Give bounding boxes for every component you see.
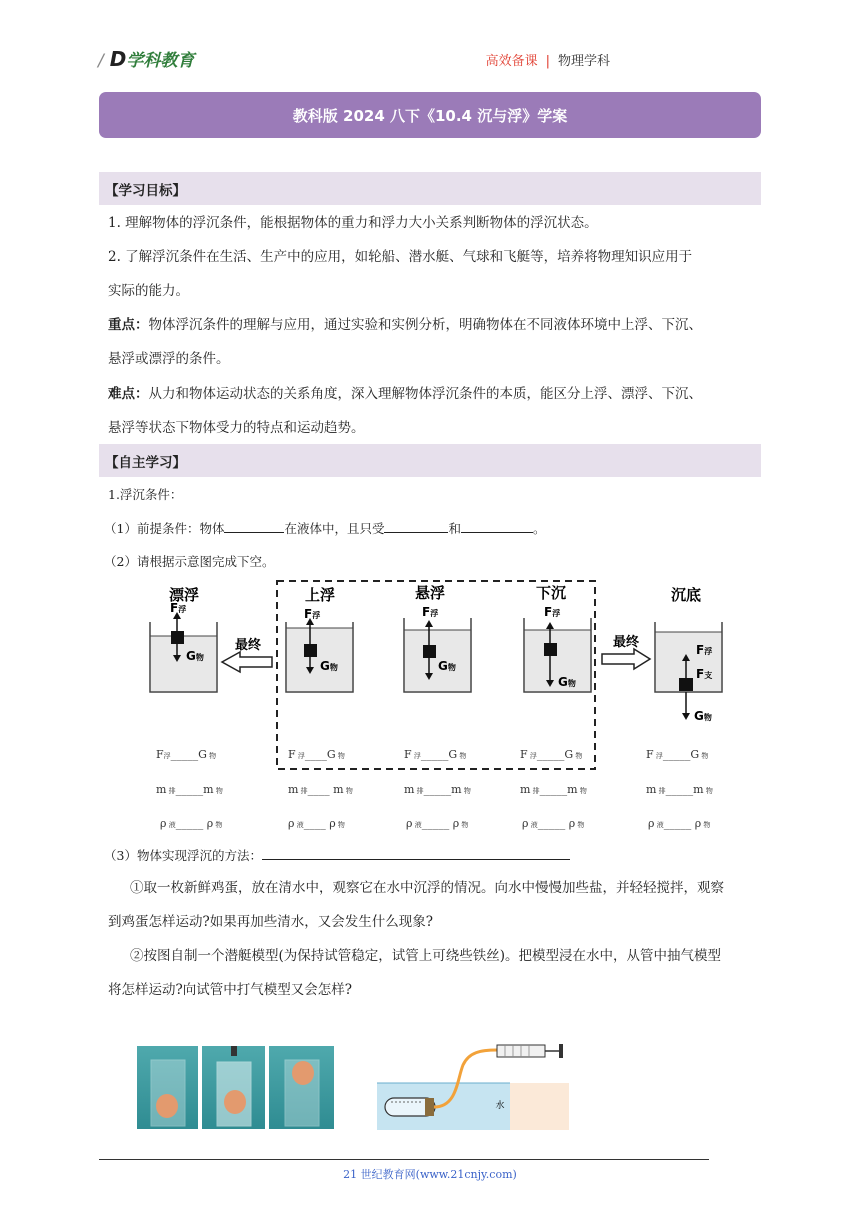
method-2a: ②按图自制一个潜艇模型(为保持试管稳定，试管上可绕些铁丝)。把模型浸在水中，从管中抽气模型 (130, 948, 722, 964)
egg-photo-3 (269, 1046, 334, 1129)
formula-rows (156, 748, 713, 830)
svg-text:ρ 液____ ρ 物: ρ 液____ ρ 物 (288, 817, 345, 830)
beaker-rise (286, 607, 353, 692)
svg-text:F 浮_____G 物: F 浮_____G 物 (404, 748, 467, 761)
goal-2b: 实际的能力。 (108, 283, 189, 299)
svg-text:ρ 液_____ ρ 物: ρ 液_____ ρ 物 (522, 817, 585, 830)
svg-text:G物: G物 (438, 659, 456, 673)
svg-text:最终: 最终 (612, 635, 640, 650)
blank-2[interactable] (384, 518, 448, 533)
svg-text:ρ 液_____ ρ 物: ρ 液_____ ρ 物 (648, 817, 711, 830)
state-bottom: 沉底 (670, 586, 702, 604)
difficult-point: 难点：从力和物体运动状态的关系角度，深入理解物体浮沉条件的本质，能区分上浮、漂浮、下沉、 (108, 386, 702, 402)
svg-text:F支: F支 (696, 667, 713, 681)
header-tag: 高效备课 (485, 54, 538, 69)
svg-text:ρ 液_____ ρ 物: ρ 液_____ ρ 物 (160, 817, 223, 830)
arrow-finally-left (222, 637, 272, 672)
method-1b: 到鸡蛋怎样运动?如果再加些清水，又会发生什么现象? (108, 914, 433, 930)
blank-4[interactable] (262, 845, 570, 860)
svg-text:F浮_____G 物: F浮_____G 物 (156, 748, 217, 761)
section-heading-self-study: 【自主学习】 (99, 444, 761, 477)
beaker-suspend (404, 605, 471, 692)
svg-text:m 排____ m 物: m 排____ m 物 (288, 783, 353, 796)
q1-title: 1.浮沉条件： (108, 487, 183, 502)
submarine-model-figure (377, 1040, 569, 1132)
svg-text:m 排_____m 物: m 排_____m 物 (404, 783, 471, 796)
svg-text:F浮: F浮 (422, 605, 439, 619)
footer-divider (99, 1159, 709, 1160)
header-subject: 高效备课 | 物理学科 (485, 54, 610, 69)
footer: 21 世纪教育网(www.21cnjy.com) (343, 1168, 517, 1181)
q1-3: （3）物体实现浮沉的方法： (104, 840, 758, 872)
egg-experiment-photos (137, 1046, 334, 1129)
svg-text:G物: G物 (186, 649, 204, 663)
q1-2: （2）请根据示意图完成下空。 (104, 554, 275, 569)
method-2b: 将怎样运动?向试管中打气模型又会怎样? (108, 982, 352, 998)
beaker-bottom (655, 622, 722, 723)
svg-text:F浮: F浮 (544, 605, 561, 619)
svg-text:m 排_____m 物: m 排_____m 物 (156, 783, 223, 796)
svg-text:G物: G物 (694, 709, 712, 723)
key-point-cont: 悬浮或漂浮的条件。 (108, 351, 230, 367)
egg-photo-1 (137, 1046, 198, 1129)
header-subject-label: 物理学科 (557, 54, 610, 69)
key-point: 重点：物体浮沉条件的理解与应用，通过实验和实例分析，明确物体在不同液体环境中上浮、下沉、 (108, 317, 702, 333)
svg-text:F浮: F浮 (696, 643, 713, 657)
state-sink: 下沉 (535, 584, 567, 602)
goal-1: 1. 理解物体的浮沉条件，能根据物体的重力和浮力大小关系判断物体的浮沉状态。 (108, 215, 598, 231)
page-title: 教科版 2024 八下《10.4 沉与浮》学案 (99, 92, 761, 138)
svg-text:F浮: F浮 (304, 607, 321, 621)
svg-text:F 浮____G 物: F 浮____G 物 (288, 748, 345, 761)
beaker-float (150, 601, 217, 692)
beaker-sink (524, 605, 591, 692)
egg-photo-2 (202, 1046, 265, 1129)
state-float: 漂浮 (168, 586, 200, 604)
svg-text:G物: G物 (320, 659, 338, 673)
svg-text:最终: 最终 (234, 638, 262, 653)
arrow-finally-right (602, 634, 650, 669)
blank-1[interactable] (224, 518, 284, 533)
svg-text:m 排_____m 物: m 排_____m 物 (520, 783, 587, 796)
svg-text:G物: G物 (558, 675, 576, 689)
q1-1: （1）前提条件：物体 在液体中，且只受 和 。 (104, 513, 758, 545)
svg-text:F 浮_____G 物: F 浮_____G 物 (520, 748, 583, 761)
state-rise: 上浮 (304, 586, 336, 604)
svg-text:m 排_____m 物: m 排_____m 物 (646, 783, 713, 796)
svg-text:ρ 液_____ ρ 物: ρ 液_____ ρ 物 (406, 817, 469, 830)
state-suspend: 悬浮 (414, 584, 446, 602)
section-heading-goals: 【学习目标】 (99, 172, 761, 205)
svg-text:F 浮_____G 物: F 浮_____G 物 (646, 748, 709, 761)
buoyancy-diagram (140, 578, 730, 833)
svg-text:F浮: F浮 (170, 601, 187, 615)
logo: / D学科教育 (98, 47, 195, 71)
goal-2a: 2. 了解浮沉条件在生活、生产中的应用，如轮船、潜水艇、气球和飞艇等，培养将物理知识应用于 (108, 249, 693, 265)
water-label: 水 (495, 1101, 505, 1111)
method-1a: ①取一枚新鲜鸡蛋，放在清水中，观察它在水中沉浮的情况。向水中慢慢加些盐，并轻轻搅拌，观察 (130, 880, 724, 896)
difficult-point-cont: 悬浮等状态下物体受力的特点和运动趋势。 (108, 420, 365, 436)
blank-3[interactable] (461, 518, 533, 533)
